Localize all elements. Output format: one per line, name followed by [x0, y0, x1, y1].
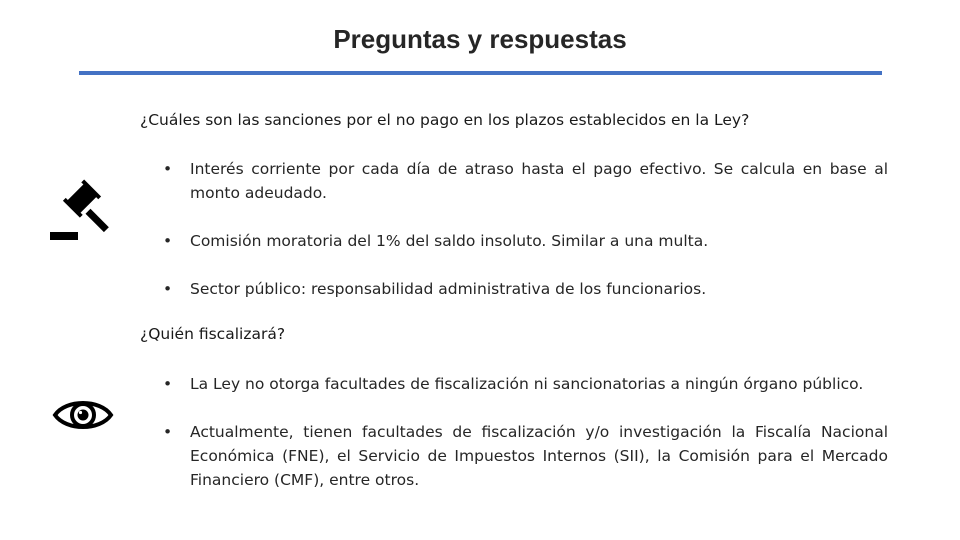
- bullet-text: Comisión moratoria del 1% del saldo insoluto. Similar a una multa.: [190, 232, 709, 250]
- bullet-marker: •: [163, 160, 173, 178]
- bullet-marker: •: [163, 280, 173, 298]
- bullet-interest: [163, 157, 888, 205]
- question-oversight: ¿Quién fiscalizará?: [140, 325, 286, 343]
- title-underline: [79, 71, 882, 75]
- bullet-marker: •: [163, 375, 173, 393]
- gavel-icon: [48, 178, 114, 244]
- slide-title: Preguntas y respuestas: [333, 24, 627, 54]
- bullet-text: La Ley no otorga facultades de fiscalización ni sancionatorias a ningún órgano público.: [190, 375, 864, 393]
- question-sanctions: ¿Cuáles son las sanciones por el no pago en los plazos establecidos en la Ley?: [140, 111, 750, 129]
- bullet-no-powers: [163, 372, 888, 396]
- bullet-text: Actualmente, tienen facultades de fiscalización y/o investigación la Fiscalía Nacional Económica (FNE), el Servicio de Impuestos Internos (SII), la Comisión para el Mercado Financiero (CMF), entre otros.: [190, 423, 888, 489]
- eye-icon: [52, 393, 114, 437]
- bullet-current-authorities: [163, 420, 888, 492]
- bullet-marker: •: [163, 423, 173, 441]
- bullet-text: Interés corriente por cada día de atraso hasta el pago efectivo. Se calcula en base al monto adeudado.: [190, 160, 888, 202]
- bullet-public-sector: [163, 277, 888, 301]
- bullet-text: Sector público: responsabilidad administrativa de los funcionarios.: [190, 280, 707, 298]
- bullet-commission: [163, 229, 888, 253]
- bullet-marker: •: [163, 232, 173, 250]
